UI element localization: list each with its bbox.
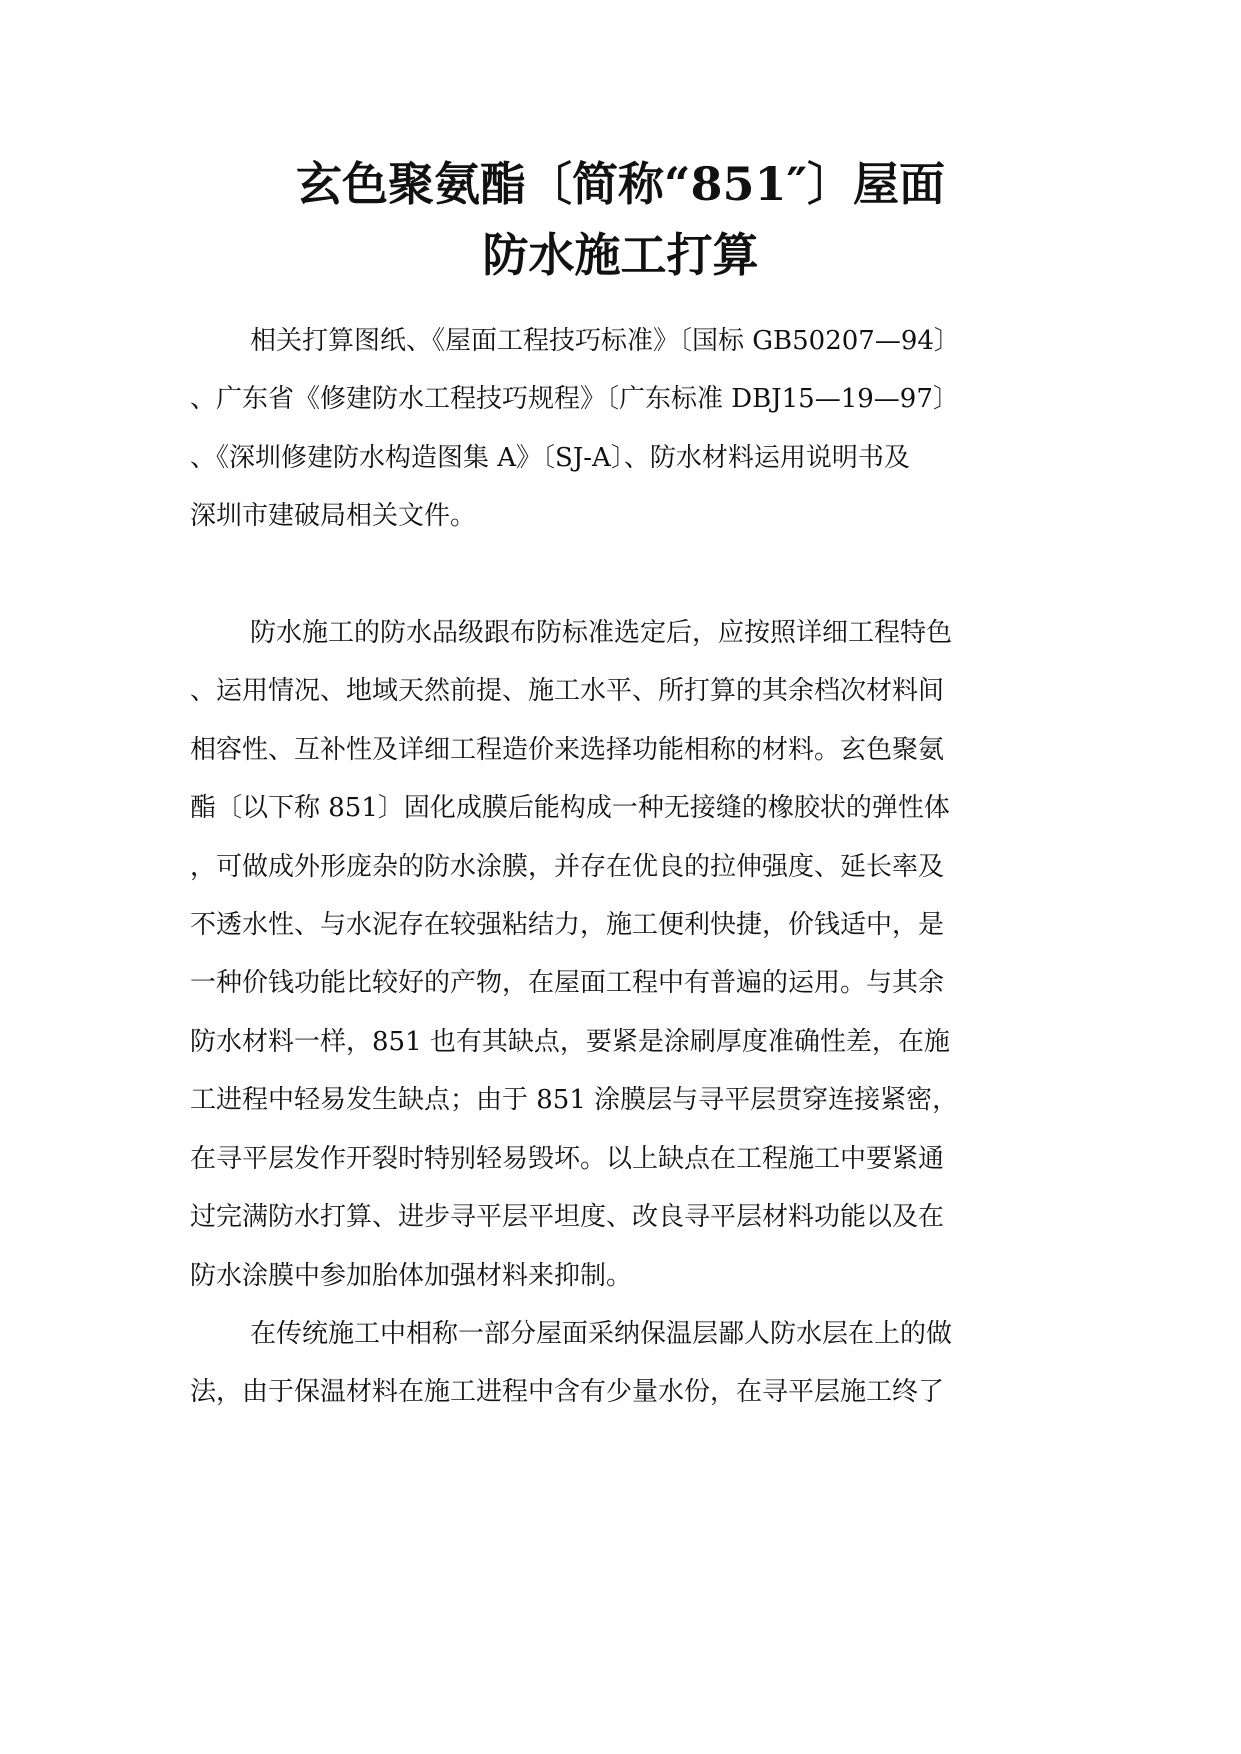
- paragraph-2-line: 防水施工的防水品级跟布防标准选定后，应按照详细工程特色: [250, 618, 953, 648]
- paragraph-1-line: 相关打算图纸、《屋面工程技巧标准》〔国标 GB50207—94〕: [250, 326, 960, 356]
- paragraph-2-line: 不透水性、与水泥存在较强粘结力，施工便利快捷，价钱适中，是: [190, 910, 945, 940]
- paragraph-2-line: 、运用情况、地域天然前提、施工水平、所打算的其余档次材料间: [190, 676, 945, 706]
- paragraph-2-line: 酯〔以下称 851〕固化成膜后能构成一种无接缝的橡胶状的弹性体: [190, 793, 950, 823]
- document-title-line-2: 防水施工打算: [482, 228, 759, 282]
- paragraph-3-line: 在传统施工中相称一部分屋面采纳保温层鄙人防水层在上的做: [250, 1319, 953, 1349]
- paragraph-2-line: 相容性、互补性及详细工程造价来选择功能相称的材料。玄色聚氨: [190, 735, 945, 765]
- paragraph-1-line: 、广东省《修建防水工程技巧规程》〔广东标准 DBJ15—19—97〕: [190, 384, 959, 414]
- paragraph-2-line: 工进程中轻易发生缺点；由于 851 涂膜层与寻平层贯穿连接紧密，: [190, 1085, 959, 1115]
- document-title-line-1: 玄色聚氨酯〔简称“851″〕屋面: [295, 157, 946, 211]
- paragraph-2-line: 防水涂膜中参加胎体加强材料来抑制。: [190, 1261, 633, 1291]
- paragraph-1-line: 、《深圳修建防水构造图集 A》〔SJ-A〕、防水材料运用说明书及: [190, 443, 910, 473]
- paragraph-3-line: 法，由于保温材料在施工进程中含有少量水份，在寻平层施工终了: [190, 1377, 945, 1407]
- paragraph-2-line: ，可做成外形庞杂的防水涂膜，并存在优良的拉伸强度、延长率及: [190, 852, 945, 882]
- paragraph-1-line: 深圳市建破局相关文件。: [190, 501, 477, 531]
- paragraph-2-line: 防水材料一样，851 也有其缺点，要紧是涂刷厚度准确性差，在施: [190, 1027, 950, 1057]
- paragraph-2-line: 过完满防水打算、进步寻平层平坦度、改良寻平层材料功能以及在: [190, 1202, 945, 1232]
- paragraph-2-line: 一种价钱功能比较好的产物，在屋面工程中有普遍的运用。与其余: [190, 968, 945, 998]
- paragraph-2-line: 在寻平层发作开裂时特别轻易毁坏。以上缺点在工程施工中要紧通: [190, 1144, 945, 1174]
